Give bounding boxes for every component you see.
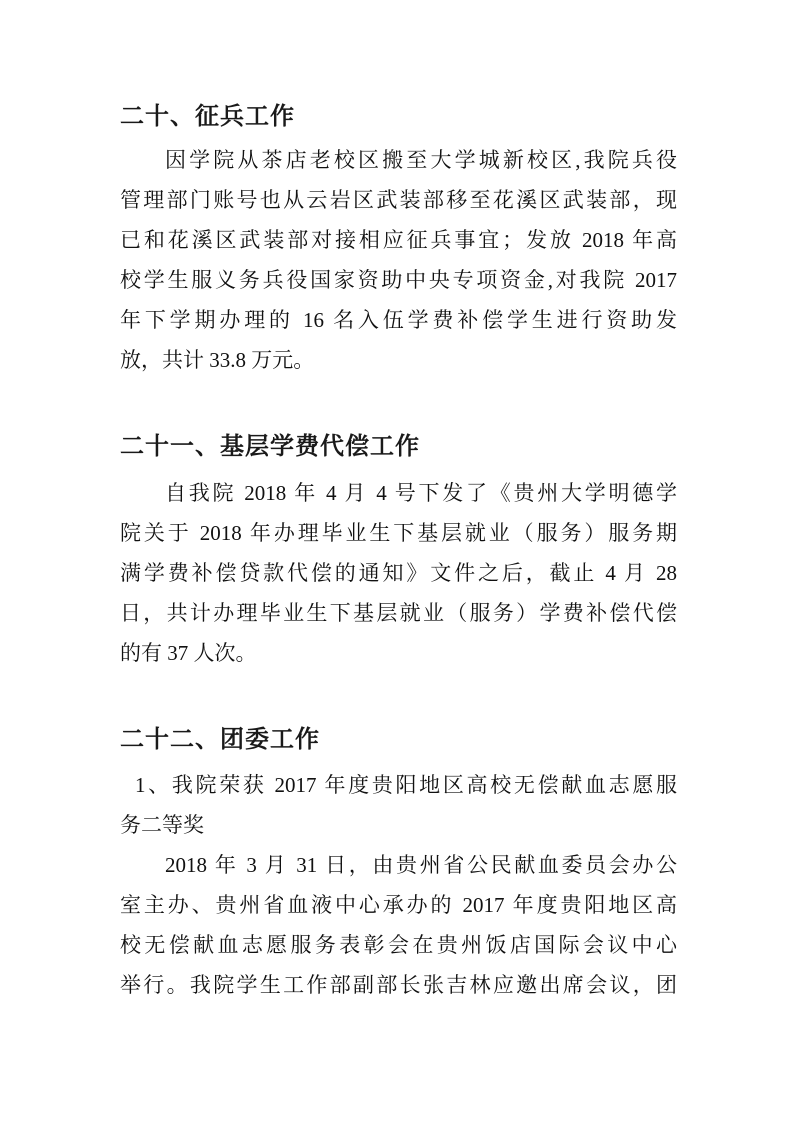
text-line: 举行。我院学生工作部副部长张吉林应邀出席会议，团: [120, 973, 677, 997]
section-20-paragraph: [120, 140, 677, 380]
text-line: 务二等奖: [120, 813, 204, 837]
text-line: 日，共计办理毕业生下基层就业（服务）学费补偿代偿: [120, 601, 677, 625]
section-20-heading: 二十、征兵工作: [120, 103, 295, 130]
text-line: 院关于 2018 年办理毕业生下基层就业（服务）服务期: [120, 521, 677, 545]
text-line: 校学生服义务兵役国家资助中央专项资金,对我院 2017: [120, 268, 677, 292]
text-line: 室主办、贵州省血液中心承办的 2017 年度贵阳地区高: [120, 893, 677, 917]
text-line: 2018 年 3 月 31 日，由贵州省公民献血委员会办公: [165, 853, 677, 877]
text-line: 校无偿献血志愿服务表彰会在贵州饭店国际会议中心: [120, 933, 677, 957]
text-line: 已和花溪区武装部对接相应征兵事宜；发放 2018 年高: [120, 228, 677, 252]
text-line: 自我院 2018 年 4 月 4 号下发了《贵州大学明德学: [165, 481, 677, 505]
text-line: 放，共计 33.8 万元。: [120, 348, 315, 372]
section-21-heading: 二十一、基层学费代偿工作: [120, 433, 420, 460]
text-line: 的有 37 人次。: [120, 641, 257, 665]
text-line: 1、我院荣获 2017 年度贵阳地区高校无偿献血志愿服: [135, 773, 677, 797]
text-line: 满学费补偿贷款代偿的通知》文件之后，截止 4 月 28: [120, 561, 677, 585]
section-22-heading: 二十二、团委工作: [120, 726, 320, 753]
text-line: 因学院从茶店老校区搬至大学城新校区,我院兵役: [165, 148, 677, 172]
section-22-list-item-1: [120, 765, 677, 845]
section-22-paragraph-1: [120, 845, 677, 1005]
text-line: 年下学期办理的 16 名入伍学费补偿学生进行资助发: [120, 308, 677, 332]
section-21-paragraph: [120, 473, 677, 673]
text-line: 管理部门账号也从云岩区武装部移至花溪区武装部，现: [120, 188, 677, 212]
